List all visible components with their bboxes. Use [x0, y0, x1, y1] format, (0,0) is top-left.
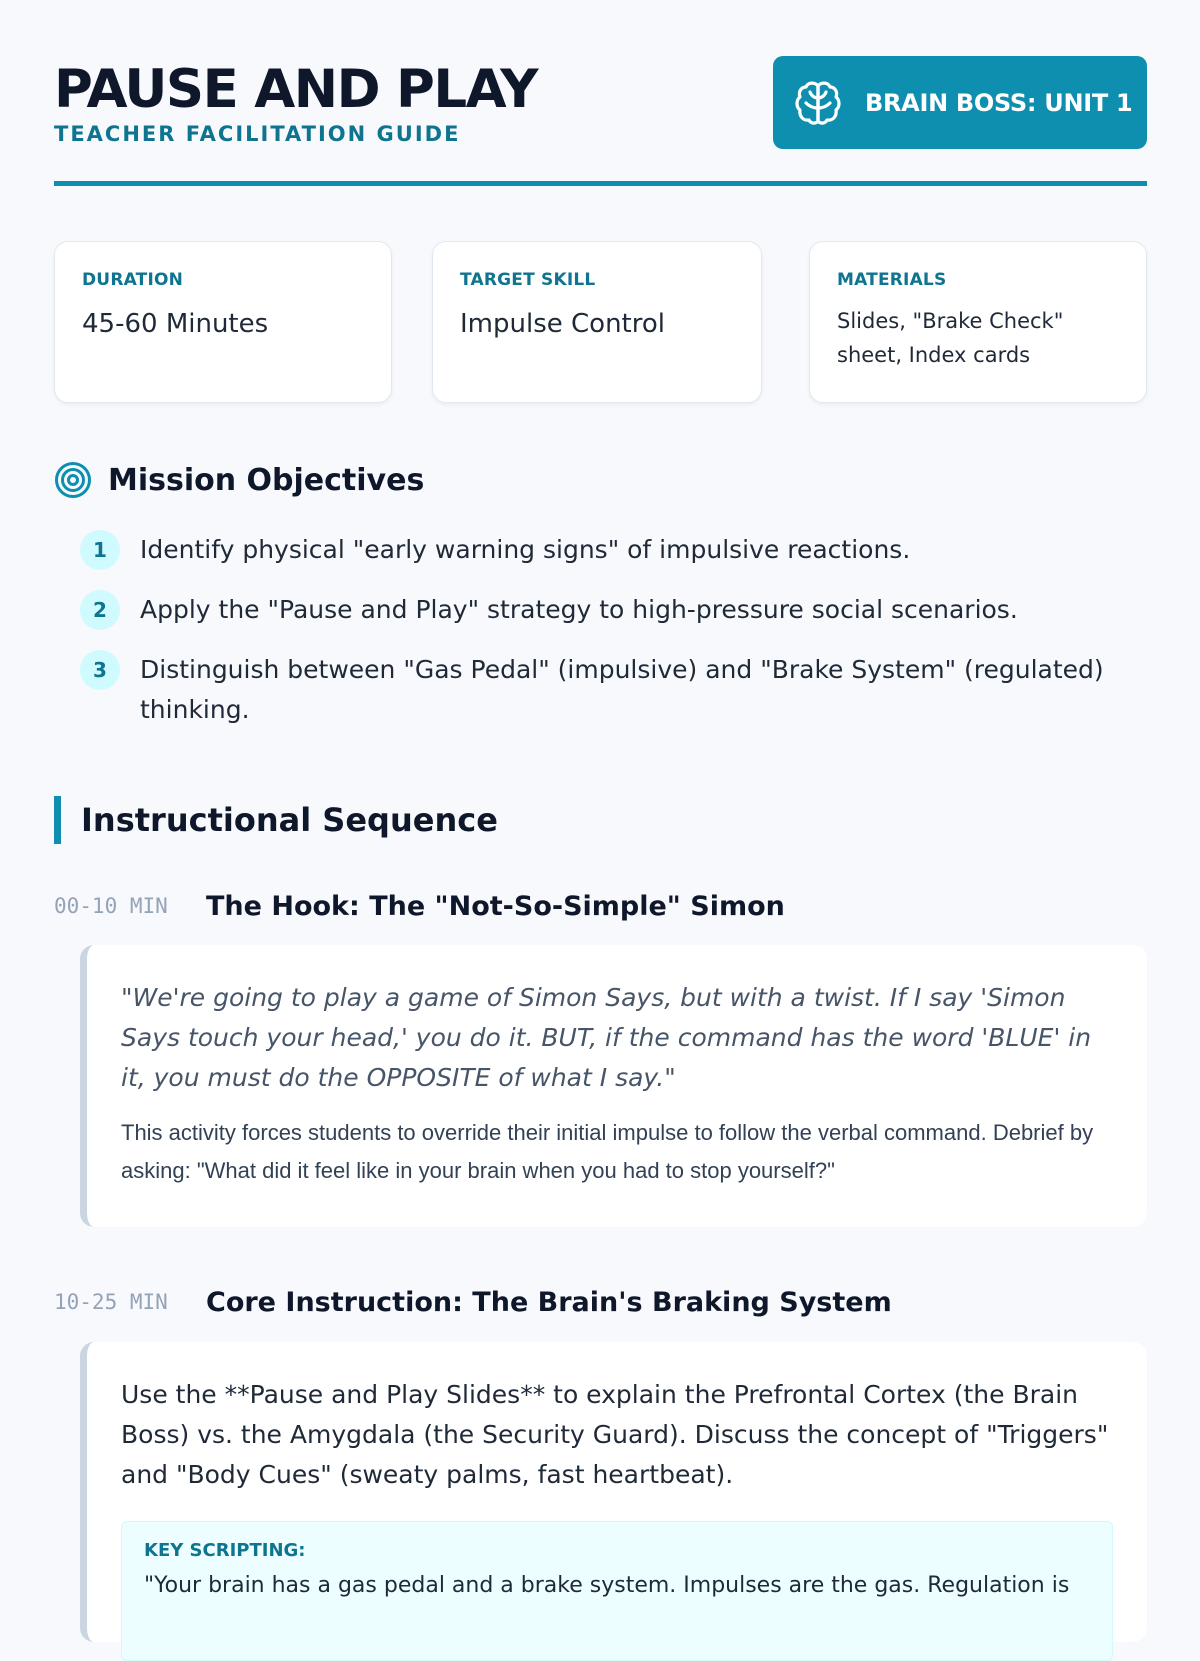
unit-badge — [773, 56, 1147, 149]
info-cards — [54, 241, 1147, 403]
objective-item — [80, 592, 1140, 630]
sequence-block-card — [80, 1342, 1147, 1642]
objective-text: Identify physical "early warning signs" of impulsive reactions. — [140, 535, 911, 564]
target-icon — [54, 461, 92, 499]
key-scripting-box — [121, 1521, 1113, 1661]
info-card-duration — [54, 241, 392, 403]
block-title: Core Instruction: The Brain's Braking System — [206, 1286, 892, 1318]
activity-note: This activity forces students to override their initial impulse to follow the verbal command. Debrief by asking: "What did it feel like in your brain when you had to stop yourself?" — [121, 1120, 1094, 1183]
unit-badge-label: BRAIN BOSS: UNIT 1 — [865, 88, 1133, 117]
header — [54, 56, 1147, 186]
objective-text: Distinguish between "Gas Pedal" (impulsive) and "Brake System" (regulated) thinking. — [140, 655, 1104, 724]
info-card-value: 45-60 Minutes — [82, 309, 269, 339]
info-card-label: TARGET SKILL — [460, 270, 596, 290]
info-card-label: MATERIALS — [837, 270, 947, 290]
sequence-block-header — [54, 886, 1147, 926]
objective-text: Apply the "Pause and Play" strategy to high-pressure social scenarios. — [140, 595, 1018, 624]
page-subtitle: TEACHER FACILITATION GUIDE — [54, 122, 461, 146]
block-time: 10-25 MIN — [54, 1290, 168, 1314]
page-title: PAUSE AND PLAY — [54, 59, 537, 120]
instruction-text: Use the **Pause and Play Slides** to explain the Prefrontal Cortex (the Brain Boss) vs. the Amygdala (the Security Guard). Discuss the concept of "Triggers" and "Body Cues" (sweaty palms, fast heartbeat). — [121, 1380, 1109, 1489]
key-scripting-text: "Your brain has a gas pedal and a brake system. Impulses are the gas. Regulation is — [144, 1573, 1070, 1598]
info-card-target-skill — [432, 241, 762, 403]
objectives-title: Mission Objectives — [108, 462, 425, 498]
teacher-quote: "We're going to play a game of Simon Says, but with a twist. If I say 'Simon Says touch your head,' you do it. BUT, if the command has the word 'BLUE' in it, you must do the OPPOSITE of what I say." — [121, 983, 1092, 1092]
brain-icon — [791, 76, 845, 130]
objective-number: 2 — [80, 590, 120, 630]
objective-number: 1 — [80, 530, 120, 570]
key-scripting-label: KEY SCRIPTING: — [144, 1540, 306, 1561]
block-title: The Hook: The "Not-So-Simple" Simon — [206, 890, 785, 922]
sequence-block-header — [54, 1282, 1147, 1322]
info-card-materials — [809, 241, 1147, 403]
objectives-heading — [54, 455, 424, 505]
sequence-block-card — [80, 945, 1147, 1227]
objective-item — [80, 532, 1140, 570]
block-time: 00-10 MIN — [54, 894, 168, 918]
info-card-value: Slides, "Brake Check" sheet, Index cards — [837, 309, 1064, 367]
sequence-heading — [54, 796, 498, 844]
header-divider — [54, 181, 1147, 186]
sequence-title: Instructional Sequence — [81, 801, 498, 839]
section-accent-bar — [54, 796, 61, 844]
info-card-value: Impulse Control — [460, 309, 665, 339]
objective-item — [80, 652, 1140, 730]
objective-number: 3 — [80, 650, 120, 690]
info-card-label: DURATION — [82, 270, 184, 290]
